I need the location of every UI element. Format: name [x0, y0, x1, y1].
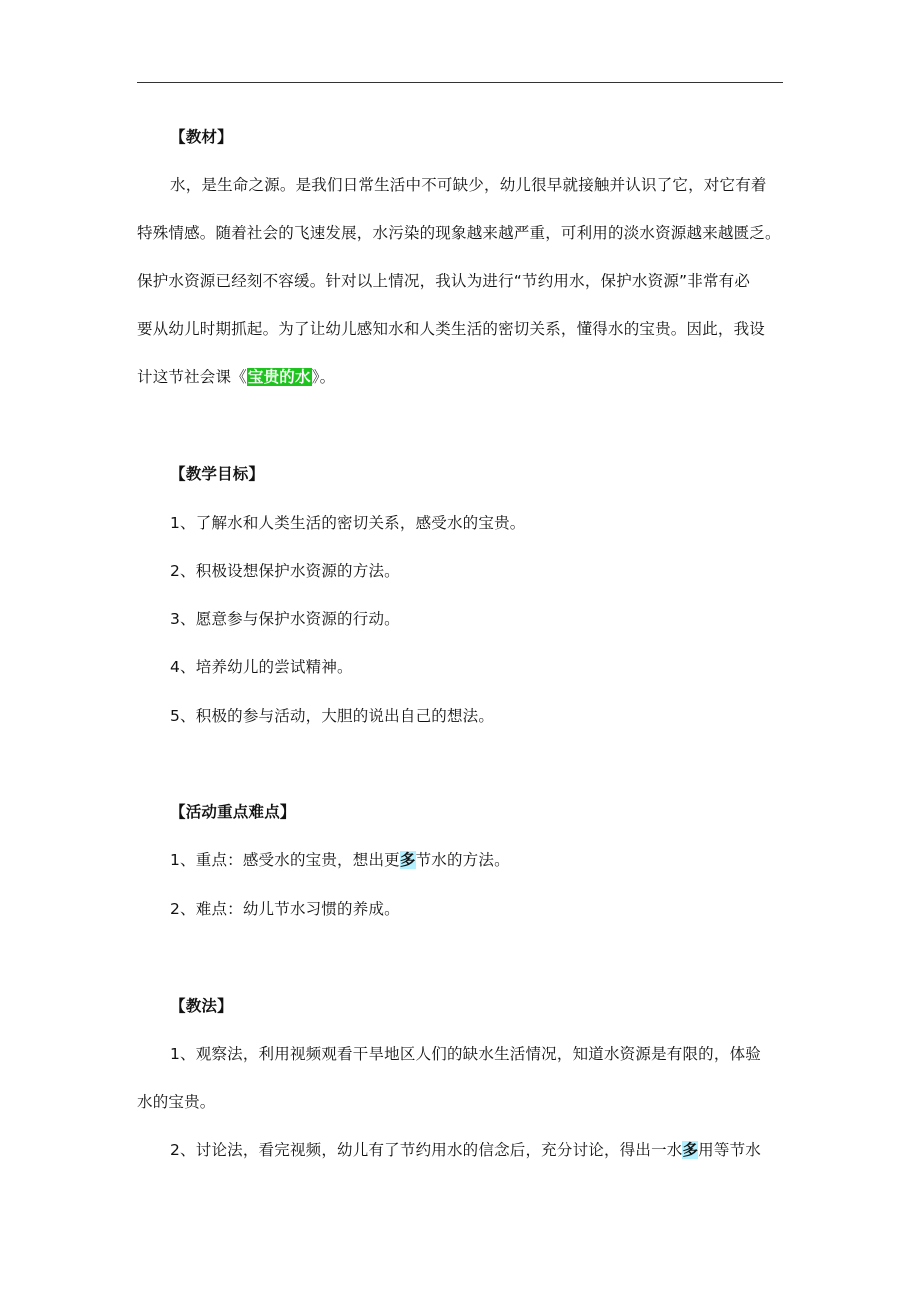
key-point-1-suffix: 节水的方法。: [415, 851, 510, 869]
material-paragraph-line-4: 要从幼儿时期抓起。为了让幼儿感知水和人类生活的密切关系，懂得水的宝贵。因此，我设: [137, 320, 766, 338]
method-1-line-2: 水的宝贵。: [137, 1093, 216, 1111]
method-2-line-1: [170, 1139, 761, 1161]
key-point-1-prefix: 1、重点：感受水的宝贵，想出更: [170, 851, 400, 869]
highlighted-word: 多: [682, 1141, 699, 1159]
highlighted-word: 多: [399, 851, 416, 869]
material-line-5-prefix: 计这节社会课《: [137, 368, 247, 386]
material-paragraph-line-3: 保护水资源已经刻不容缓。针对以上情况，我认为进行“节约用水，保护水资源”非常有必: [137, 272, 751, 290]
material-line-5-suffix: 》。: [311, 368, 336, 386]
section-heading-methods: 【教法】: [170, 997, 233, 1015]
material-paragraph-line-2: 特殊情感。随着社会的飞速发展，水污染的现象越来越严重，可利用的淡水资源越来越匮乏。: [137, 224, 781, 242]
material-paragraph-line-1: 水，是生命之源。是我们日常生活中不可缺少，幼儿很早就接触并认识了它，对它有着: [170, 176, 767, 194]
method-2-prefix: 2、讨论法，看完视频，幼儿有了节约用水的信念后，充分讨论，得出一水: [170, 1141, 683, 1159]
section-heading-material: 【教材】: [170, 128, 233, 146]
section-heading-key-points: 【活动重点难点】: [170, 803, 296, 821]
key-point-item: 2、难点：幼儿节水习惯的养成。: [170, 900, 400, 918]
method-2-suffix: 用等节水: [698, 1141, 761, 1159]
section-heading-goals: 【教学目标】: [170, 465, 265, 483]
goal-item: 1、了解水和人类生活的密切关系，感受水的宝贵。: [170, 514, 526, 532]
highlighted-lesson-title: 宝贵的水: [247, 368, 311, 386]
goal-item: 5、积极的参与活动，大胆的说出自己的想法。: [170, 707, 495, 725]
goal-item: 4、培养幼儿的尝试精神。: [170, 658, 353, 676]
method-1-line-1: 1、观察法，利用视频观看干旱地区人们的缺水生活情况，知道水资源是有限的，体验: [170, 1045, 761, 1063]
goal-item: 2、积极设想保护水资源的方法。: [170, 562, 400, 580]
material-paragraph-line-5: [137, 366, 335, 388]
header-rule: [137, 82, 783, 83]
goal-item: 3、愿意参与保护水资源的行动。: [170, 610, 400, 628]
key-point-item: [170, 849, 510, 871]
